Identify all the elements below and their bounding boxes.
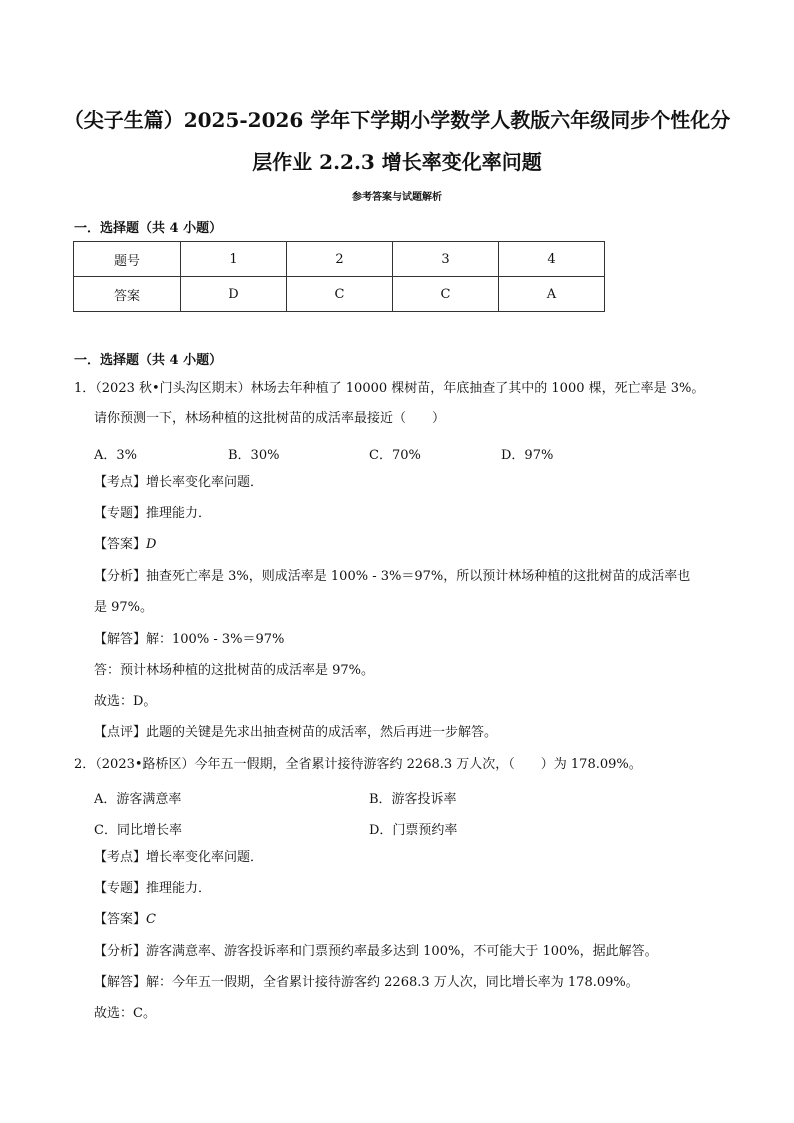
question-1-dianping bbox=[94, 724, 497, 742]
question-2-option-a: A．游客满意率 bbox=[94, 792, 182, 807]
question-1-option-b: B．30% bbox=[228, 448, 280, 463]
question-2-kaodian bbox=[94, 849, 263, 867]
question-1-daan bbox=[94, 536, 156, 554]
jieda-tag: 【解答】 bbox=[94, 975, 147, 990]
jieda-tag: 【解答】 bbox=[94, 632, 147, 647]
question-2-jieda bbox=[94, 974, 639, 992]
table-cell: 4 bbox=[499, 242, 605, 277]
jieda-text: 解：今年五一假期，全省累计接待游客约 2268.3 万人次，同比增长率为 178.09%。 bbox=[146, 975, 639, 990]
jieda-text: 解：100% - 3%＝97% bbox=[146, 632, 285, 647]
page-title-line-1: （尖子生篇）2025-2026 学年下学期小学数学人教版六年级同步个性化分 bbox=[63, 108, 731, 132]
zhuanti-tag: 【专题】 bbox=[94, 881, 147, 896]
daan-tag: 【答案】 bbox=[94, 912, 147, 927]
dianping-text: 此题的关键是先求出抽查树苗的成活率，然后再进一步解答。 bbox=[146, 725, 498, 740]
question-2-option-d: D．门票预约率 bbox=[369, 823, 458, 838]
table-cell: 1 bbox=[181, 242, 287, 277]
answer-table-row-number bbox=[74, 242, 605, 277]
question-1-stem-cont: 请你预测一下，林场种植的这批树苗的成活率最接近（ ） bbox=[94, 411, 446, 426]
question-2-jieda-choice: 故选：C。 bbox=[94, 1006, 156, 1021]
question-2-zhuanti bbox=[94, 880, 211, 898]
question-1-fenxi bbox=[94, 568, 690, 586]
zhuanti-text: 推理能力． bbox=[146, 506, 212, 521]
page-title-line-2: 层作业 2.2.3 增长率变化率问题 bbox=[252, 150, 542, 174]
answer-table-row-answer bbox=[74, 277, 605, 312]
daan-text: D bbox=[146, 537, 157, 552]
kaodian-text: 增长率变化率问题． bbox=[146, 850, 264, 865]
daan-text: C bbox=[146, 912, 156, 927]
daan-tag: 【答案】 bbox=[94, 537, 147, 552]
question-2-daan bbox=[94, 911, 156, 929]
table-cell: 答案 bbox=[74, 277, 181, 312]
kaodian-tag: 【考点】 bbox=[94, 850, 147, 865]
dianping-tag: 【点评】 bbox=[94, 725, 147, 740]
section-heading: 一．选择题（共 4 小题） bbox=[74, 353, 223, 368]
question-1-stem: 1．（2023 秋•门头沟区期末）林场去年种植了 10000 棵树苗，年底抽查了其中的 1000 棵，死亡率是 3%。 bbox=[74, 381, 705, 396]
question-1-jieda-answer: 答：预计林场种植的这批树苗的成活率是 97%。 bbox=[94, 663, 375, 678]
question-1-kaodian bbox=[94, 474, 263, 492]
question-1-option-c: C．70% bbox=[369, 448, 421, 463]
table-cell: A bbox=[499, 277, 605, 312]
fenxi-text: 抽查死亡率是 3%，则成活率是 100% - 3%＝97%，所以预计林场种植的这批树苗的成活率也 bbox=[146, 569, 691, 584]
table-cell: 2 bbox=[287, 242, 393, 277]
kaodian-text: 增长率变化率问题． bbox=[146, 475, 264, 490]
question-2-stem: 2．（2023•路桥区）今年五一假期，全省累计接待游客约 2268.3 万人次，（ ）为 178.09%。 bbox=[74, 757, 642, 772]
table-cell: D bbox=[181, 277, 287, 312]
kaodian-tag: 【考点】 bbox=[94, 475, 147, 490]
question-2-option-b: B．游客投诉率 bbox=[369, 792, 457, 807]
table-cell: C bbox=[287, 277, 393, 312]
question-2-option-c: C．同比增长率 bbox=[94, 823, 182, 838]
answer-section-heading: 一．选择题（共 4 小题） bbox=[74, 221, 223, 236]
question-1-jieda bbox=[94, 631, 284, 649]
question-1-zhuanti bbox=[94, 505, 211, 523]
table-cell: C bbox=[393, 277, 499, 312]
question-1-option-d: D．97% bbox=[501, 448, 554, 463]
fenxi-tag: 【分析】 bbox=[94, 944, 147, 959]
zhuanti-tag: 【专题】 bbox=[94, 506, 147, 521]
table-cell: 题号 bbox=[74, 242, 181, 277]
question-2-fenxi bbox=[94, 943, 658, 961]
question-1-jieda-choice: 故选：D。 bbox=[94, 694, 157, 709]
fenxi-tag: 【分析】 bbox=[94, 569, 147, 584]
table-cell: 3 bbox=[393, 242, 499, 277]
question-1-option-a: A．3% bbox=[94, 448, 138, 463]
zhuanti-text: 推理能力． bbox=[146, 881, 212, 896]
answer-table bbox=[73, 241, 605, 312]
page-subtitle: 参考答案与试题解析 bbox=[352, 192, 442, 203]
question-1-fenxi-cont: 是 97%。 bbox=[94, 600, 154, 615]
fenxi-text: 游客满意率、游客投诉率和门票预约率最多达到 100%，不可能大于 100%，据此解答。 bbox=[146, 944, 658, 959]
